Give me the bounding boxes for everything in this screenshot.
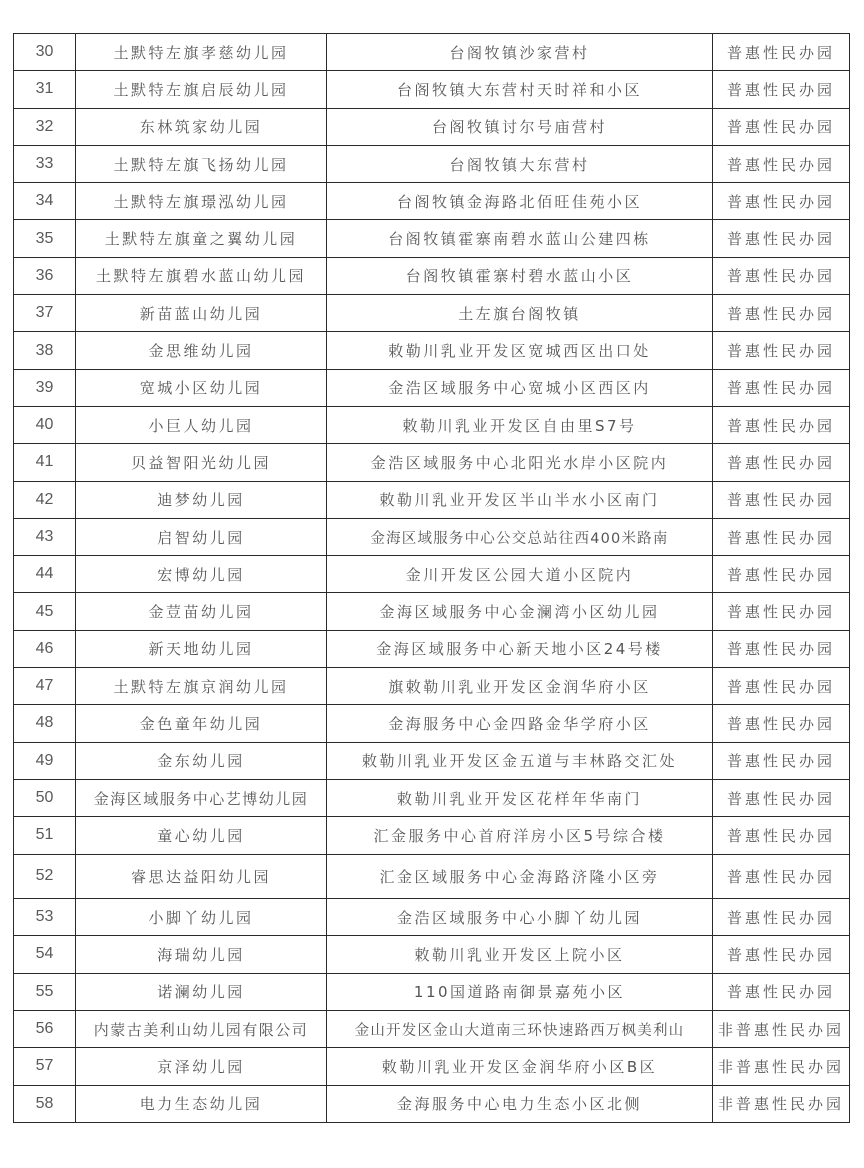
school-type-cell: 普惠性民办园 bbox=[713, 34, 850, 71]
row-number-cell: 36 bbox=[14, 257, 76, 294]
row-number-cell: 55 bbox=[14, 973, 76, 1010]
table-row bbox=[14, 220, 850, 257]
row-number-cell: 47 bbox=[14, 668, 76, 705]
address-cell: 台阁牧镇大东营村天时祥和小区 bbox=[327, 71, 713, 108]
kindergarten-name-cell: 诺澜幼儿园 bbox=[76, 973, 327, 1010]
row-number-cell: 58 bbox=[14, 1085, 76, 1122]
kindergarten-table-container bbox=[13, 33, 850, 1123]
kindergarten-name-cell: 东林筑家幼儿园 bbox=[76, 108, 327, 145]
table-row bbox=[14, 332, 850, 369]
school-type-cell: 普惠性民办园 bbox=[713, 899, 850, 936]
row-number-cell: 41 bbox=[14, 444, 76, 481]
address-cell: 金浩区域服务中心宽城小区西区内 bbox=[327, 369, 713, 406]
row-number-cell: 38 bbox=[14, 332, 76, 369]
row-number-cell: 43 bbox=[14, 518, 76, 555]
school-type-cell: 普惠性民办园 bbox=[713, 817, 850, 854]
address-cell: 台阁牧镇霍寨村碧水蓝山小区 bbox=[327, 257, 713, 294]
table-row bbox=[14, 295, 850, 332]
row-number-cell: 46 bbox=[14, 630, 76, 667]
kindergarten-name-cell: 新苗蓝山幼儿园 bbox=[76, 295, 327, 332]
kindergarten-name-cell: 童心幼儿园 bbox=[76, 817, 327, 854]
row-number-cell: 50 bbox=[14, 779, 76, 816]
school-type-cell: 普惠性民办园 bbox=[713, 630, 850, 667]
row-number-cell: 44 bbox=[14, 556, 76, 593]
address-cell: 金海区域服务中心新天地小区24号楼 bbox=[327, 630, 713, 667]
kindergarten-name-cell: 迪梦幼儿园 bbox=[76, 481, 327, 518]
kindergarten-name-cell: 电力生态幼儿园 bbox=[76, 1085, 327, 1122]
address-cell: 土左旗台阁牧镇 bbox=[327, 295, 713, 332]
table-row bbox=[14, 899, 850, 936]
address-cell: 台阁牧镇大东营村 bbox=[327, 145, 713, 182]
address-cell: 敕勒川乳业开发区宽城西区出口处 bbox=[327, 332, 713, 369]
table-row bbox=[14, 556, 850, 593]
row-number-cell: 53 bbox=[14, 899, 76, 936]
row-number-cell: 34 bbox=[14, 183, 76, 220]
row-number-cell: 42 bbox=[14, 481, 76, 518]
row-number-cell: 35 bbox=[14, 220, 76, 257]
row-number-cell: 52 bbox=[14, 854, 76, 899]
school-type-cell: 普惠性民办园 bbox=[713, 973, 850, 1010]
table-row bbox=[14, 518, 850, 555]
kindergarten-name-cell: 土默特左旗飞扬幼儿园 bbox=[76, 145, 327, 182]
row-number-cell: 45 bbox=[14, 593, 76, 630]
kindergarten-name-cell: 内蒙古美利山幼儿园有限公司 bbox=[76, 1010, 327, 1047]
table-row bbox=[14, 71, 850, 108]
kindergarten-table bbox=[13, 33, 850, 1123]
kindergarten-name-cell: 土默特左旗璟泓幼儿园 bbox=[76, 183, 327, 220]
address-cell: 110国道路南御景嘉苑小区 bbox=[327, 973, 713, 1010]
school-type-cell: 普惠性民办园 bbox=[713, 854, 850, 899]
kindergarten-name-cell: 金思维幼儿园 bbox=[76, 332, 327, 369]
school-type-cell: 普惠性民办园 bbox=[713, 779, 850, 816]
table-row bbox=[14, 34, 850, 71]
address-cell: 金山开发区金山大道南三环快速路西万枫美利山 bbox=[327, 1010, 713, 1047]
row-number-cell: 57 bbox=[14, 1048, 76, 1085]
address-cell: 敕勒川乳业开发区花样年华南门 bbox=[327, 779, 713, 816]
school-type-cell: 普惠性民办园 bbox=[713, 481, 850, 518]
school-type-cell: 普惠性民办园 bbox=[713, 444, 850, 481]
table-row bbox=[14, 1085, 850, 1122]
address-cell: 台阁牧镇讨尔号庙营村 bbox=[327, 108, 713, 145]
kindergarten-name-cell: 土默特左旗孝慈幼儿园 bbox=[76, 34, 327, 71]
row-number-cell: 39 bbox=[14, 369, 76, 406]
row-number-cell: 30 bbox=[14, 34, 76, 71]
address-cell: 敕勒川乳业开发区自由里S7号 bbox=[327, 406, 713, 443]
row-number-cell: 31 bbox=[14, 71, 76, 108]
school-type-cell: 非普惠性民办园 bbox=[713, 1085, 850, 1122]
address-cell: 台阁牧镇金海路北佰旺佳苑小区 bbox=[327, 183, 713, 220]
table-row bbox=[14, 593, 850, 630]
address-cell: 台阁牧镇沙家营村 bbox=[327, 34, 713, 71]
table-row bbox=[14, 444, 850, 481]
address-cell: 金海服务中心电力生态小区北侧 bbox=[327, 1085, 713, 1122]
table-row bbox=[14, 668, 850, 705]
school-type-cell: 普惠性民办园 bbox=[713, 593, 850, 630]
table-row bbox=[14, 742, 850, 779]
school-type-cell: 普惠性民办园 bbox=[713, 936, 850, 973]
kindergarten-name-cell: 土默特左旗碧水蓝山幼儿园 bbox=[76, 257, 327, 294]
kindergarten-name-cell: 贝益智阳光幼儿园 bbox=[76, 444, 327, 481]
school-type-cell: 普惠性民办园 bbox=[713, 295, 850, 332]
school-type-cell: 普惠性民办园 bbox=[713, 108, 850, 145]
table-row bbox=[14, 1048, 850, 1085]
school-type-cell: 普惠性民办园 bbox=[713, 668, 850, 705]
kindergarten-name-cell: 京泽幼儿园 bbox=[76, 1048, 327, 1085]
school-type-cell: 非普惠性民办园 bbox=[713, 1010, 850, 1047]
kindergarten-name-cell: 金荳苗幼儿园 bbox=[76, 593, 327, 630]
kindergarten-name-cell: 新天地幼儿园 bbox=[76, 630, 327, 667]
kindergarten-name-cell: 小巨人幼儿园 bbox=[76, 406, 327, 443]
table-row bbox=[14, 973, 850, 1010]
school-type-cell: 普惠性民办园 bbox=[713, 742, 850, 779]
table-row bbox=[14, 779, 850, 816]
address-cell: 敕勒川乳业开发区半山半水小区南门 bbox=[327, 481, 713, 518]
row-number-cell: 37 bbox=[14, 295, 76, 332]
table-row bbox=[14, 854, 850, 899]
table-row bbox=[14, 369, 850, 406]
school-type-cell: 非普惠性民办园 bbox=[713, 1048, 850, 1085]
row-number-cell: 48 bbox=[14, 705, 76, 742]
kindergarten-name-cell: 小脚丫幼儿园 bbox=[76, 899, 327, 936]
address-cell: 金浩区域服务中心小脚丫幼儿园 bbox=[327, 899, 713, 936]
table-row bbox=[14, 1010, 850, 1047]
school-type-cell: 普惠性民办园 bbox=[713, 220, 850, 257]
table-row bbox=[14, 630, 850, 667]
address-cell: 汇金服务中心首府洋房小区5号综合楼 bbox=[327, 817, 713, 854]
address-cell: 汇金区域服务中心金海路济隆小区旁 bbox=[327, 854, 713, 899]
kindergarten-name-cell: 宽城小区幼儿园 bbox=[76, 369, 327, 406]
table-row bbox=[14, 481, 850, 518]
address-cell: 敕勒川乳业开发区上院小区 bbox=[327, 936, 713, 973]
table-row bbox=[14, 108, 850, 145]
table-row bbox=[14, 257, 850, 294]
school-type-cell: 普惠性民办园 bbox=[713, 71, 850, 108]
table-row bbox=[14, 145, 850, 182]
row-number-cell: 51 bbox=[14, 817, 76, 854]
kindergarten-name-cell: 睿思达益阳幼儿园 bbox=[76, 854, 327, 899]
school-type-cell: 普惠性民办园 bbox=[713, 145, 850, 182]
address-cell: 金川开发区公园大道小区院内 bbox=[327, 556, 713, 593]
school-type-cell: 普惠性民办园 bbox=[713, 705, 850, 742]
kindergarten-name-cell: 金东幼儿园 bbox=[76, 742, 327, 779]
kindergarten-name-cell: 宏博幼儿园 bbox=[76, 556, 327, 593]
table-row bbox=[14, 817, 850, 854]
kindergarten-name-cell: 海瑞幼儿园 bbox=[76, 936, 327, 973]
address-cell: 金海区域服务中心金澜湾小区幼儿园 bbox=[327, 593, 713, 630]
address-cell: 台阁牧镇霍寨南碧水蓝山公建四栋 bbox=[327, 220, 713, 257]
address-cell: 金海服务中心金四路金华学府小区 bbox=[327, 705, 713, 742]
school-type-cell: 普惠性民办园 bbox=[713, 257, 850, 294]
kindergarten-name-cell: 土默特左旗启辰幼儿园 bbox=[76, 71, 327, 108]
table-row bbox=[14, 705, 850, 742]
kindergarten-name-cell: 土默特左旗童之翼幼儿园 bbox=[76, 220, 327, 257]
row-number-cell: 49 bbox=[14, 742, 76, 779]
table-body bbox=[14, 34, 850, 1123]
address-cell: 旗敕勒川乳业开发区金润华府小区 bbox=[327, 668, 713, 705]
school-type-cell: 普惠性民办园 bbox=[713, 183, 850, 220]
school-type-cell: 普惠性民办园 bbox=[713, 406, 850, 443]
school-type-cell: 普惠性民办园 bbox=[713, 556, 850, 593]
address-cell: 敕勒川乳业开发区金润华府小区B区 bbox=[327, 1048, 713, 1085]
table-row bbox=[14, 183, 850, 220]
table-row bbox=[14, 936, 850, 973]
school-type-cell: 普惠性民办园 bbox=[713, 332, 850, 369]
address-cell: 敕勒川乳业开发区金五道与丰林路交汇处 bbox=[327, 742, 713, 779]
row-number-cell: 54 bbox=[14, 936, 76, 973]
school-type-cell: 普惠性民办园 bbox=[713, 369, 850, 406]
address-cell: 金海区域服务中心公交总站往西400米路南 bbox=[327, 518, 713, 555]
kindergarten-name-cell: 金海区域服务中心艺博幼儿园 bbox=[76, 779, 327, 816]
row-number-cell: 33 bbox=[14, 145, 76, 182]
row-number-cell: 56 bbox=[14, 1010, 76, 1047]
kindergarten-name-cell: 金色童年幼儿园 bbox=[76, 705, 327, 742]
row-number-cell: 40 bbox=[14, 406, 76, 443]
kindergarten-name-cell: 土默特左旗京润幼儿园 bbox=[76, 668, 327, 705]
school-type-cell: 普惠性民办园 bbox=[713, 518, 850, 555]
kindergarten-name-cell: 启智幼儿园 bbox=[76, 518, 327, 555]
address-cell: 金浩区域服务中心北阳光水岸小区院内 bbox=[327, 444, 713, 481]
row-number-cell: 32 bbox=[14, 108, 76, 145]
table-row bbox=[14, 406, 850, 443]
